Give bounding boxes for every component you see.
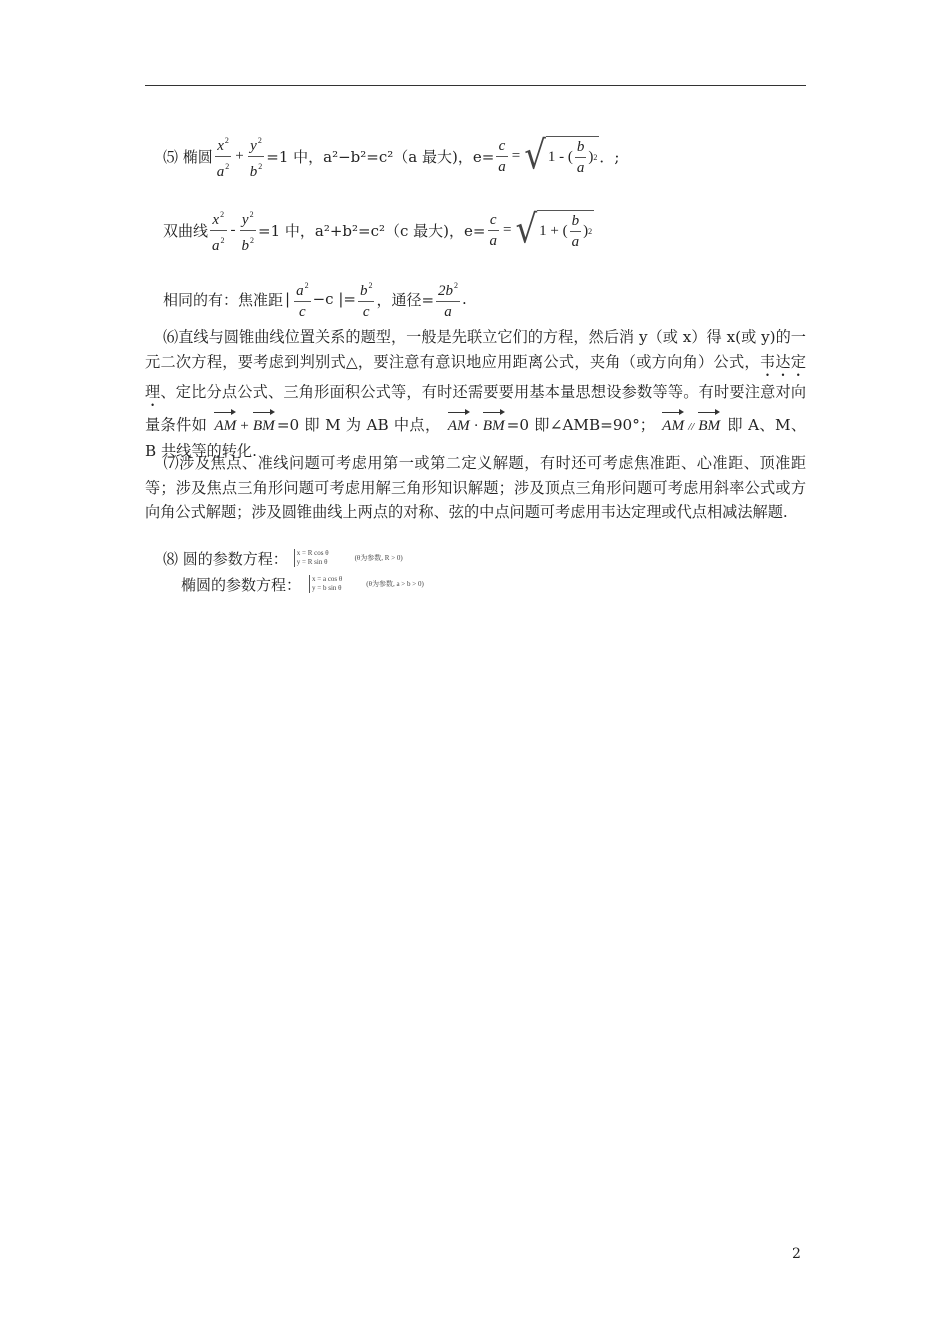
circle-param-label: ⑻ 圆的参数方程： [163, 549, 288, 568]
emphasized-text: 韦达定理 [145, 352, 806, 401]
fraction-x2-a2: $\frac{x^2}{a^2}$ [216, 135, 230, 180]
fraction-c-a: $\frac{c}{a}$ [498, 137, 506, 175]
ellipse-relation-text: =1 中，a²−b²=c²（a 最大)，e= [266, 147, 495, 166]
hyperbola-formula-line: 双曲线 $\frac{x^2}{a^2}$ - $\frac{y^2}{b^2}$ =1 中，a²+b²=c²（c 最大)，e= $\frac{c}{a}$ = √ 1 + ( $\frac{b}{a}$ ) 2 [163, 207, 593, 254]
ellipse-parametric-line: 椭圆的参数方程： x = a cos θ y = b sin θ (θ为参数, a > b > 0) [181, 575, 424, 594]
hyperbola-label: 双曲线 [163, 221, 209, 240]
header-rule [145, 85, 806, 86]
plus-sign: + [235, 147, 244, 164]
circle-param-system: x = R cos θ y = R sin θ [294, 549, 329, 567]
vector-bm: BM [253, 410, 275, 439]
page-number: 2 [792, 1246, 801, 1262]
ellipse-param-system: x = a cos θ y = b sin θ [309, 575, 342, 593]
ellipse-param-label: 椭圆的参数方程： [181, 575, 302, 594]
ellipse-formula-line: ⑸ 椭圆 $\frac{x^2}{a^2}$ + $\frac{y^2}{b^2}$ =1 中，a²−b²=c²（a 最大)，e= $\frac{c}{a}$ = √ 1 - ( $\frac{b}{a}$ ) 2 ．; [163, 133, 620, 180]
vector-am: AM [214, 410, 236, 439]
common-label: 相同的有：焦准距 [163, 290, 284, 309]
hyperbola-relation-text: =1 中，a²+b²=c²（c 最大)，e= [258, 221, 486, 240]
item-7-paragraph: ⑺涉及焦点、准线问题可考虑用第一或第二定义解题，有时还可考虑焦准距、心准距、顶准距等；涉及焦点三角形问题可考虑用解三角形知识解题；涉及顶点三角形问题可考虑用斜率公式或方向角公式解题；涉及圆锥曲线上两点的对称、弦的中点问题可考虑用韦达定理或代点相减法解题. [145, 454, 806, 521]
fraction-y2-b2: $\frac{y^2}{b^2}$ [249, 135, 263, 180]
sqrt-ellipse: √ 1 - ( $\frac{b}{a}$ ) 2 [524, 133, 598, 179]
sqrt-hyperbola: √ 1 + ( $\frac{b}{a}$ ) 2 [515, 207, 593, 253]
item-6-paragraph: ⑹直线与圆锥曲线位置关系的题型，一般是先联立它们的方程，然后消 y（或 x）得 x(或 y)的一元二次方程，要考虑到判别式△，要注意有意识地应用距离公式，夹角（或方向角）公式，韦达定理、定比分点公式、三角形面积公式等，有时还需要要用基本量思想设参数等等。有时要注意对向量条件如 AM + BM =0 即 M 为 AB 中点， AM · BM =0 即∠AMB=90°； AM // BM 即 A、M、B 共线等的转化. [145, 328, 807, 460]
ellipse-label: ⑸ 椭圆 [163, 147, 213, 166]
common-properties-line: 相同的有：焦准距 | $\frac{a^2}{c}$ −c |= $\frac{b^2}{c}$ ，通径= $\frac{2b^2}{a}$ . [163, 281, 467, 320]
circle-parametric-line: ⑻ 圆的参数方程： x = R cos θ y = R sin θ (θ为参数, R > 0) [163, 549, 403, 568]
